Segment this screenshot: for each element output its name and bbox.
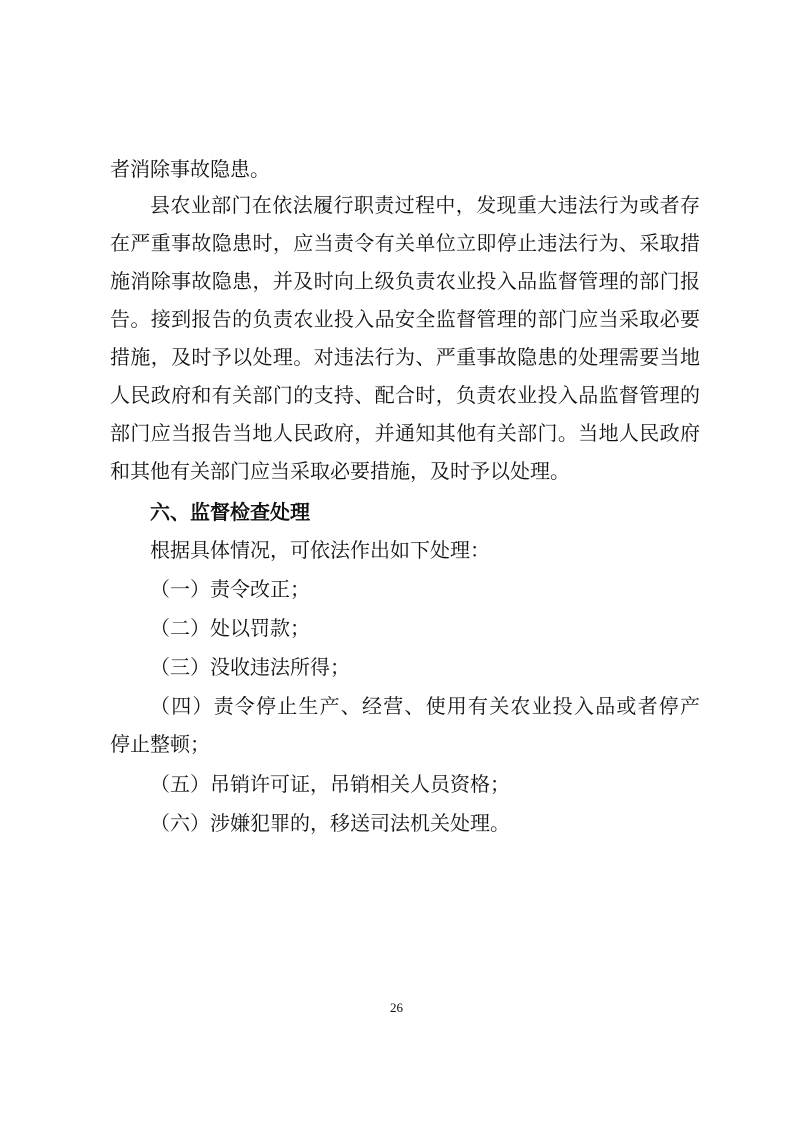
paragraph-line: 告。接到报告的负责农业投入品安全监督管理的部门应当采取必要	[110, 307, 700, 331]
list-item: （三）没收违法所得；	[150, 655, 350, 679]
list-item: （五）吊销许可证，吊销相关人员资格；	[150, 772, 510, 796]
paragraph-line: 施消除事故隐患，并及时向上级负责农业投入品监督管理的部门报	[110, 269, 700, 293]
paragraph-line: 人民政府和有关部门的支持、配合时，负责农业投入品监督管理的	[110, 383, 700, 407]
paragraph-line: 根据具体情况，可依法作出如下处理：	[150, 538, 490, 562]
paragraph-line: 措施，及时予以处理。对违法行为、严重事故隐患的处理需要当地	[110, 345, 700, 369]
paragraph-line: 和其他有关部门应当采取必要措施，及时予以处理。	[110, 459, 570, 483]
list-item: （二）处以罚款；	[150, 616, 310, 640]
list-item: （六）涉嫌犯罪的，移送司法机关处理。	[150, 811, 510, 835]
list-item: （一）责令改正；	[150, 577, 310, 601]
section-heading: 六、监督检查处理	[150, 500, 310, 524]
list-item-continuation: 停止整顿；	[110, 732, 210, 756]
paragraph-line: 部门应当报告当地人民政府，并通知其他有关部门。当地人民政府	[110, 421, 700, 445]
paragraph-line: 在严重事故隐患时，应当责令有关单位立即停止违法行为、采取措	[110, 231, 700, 255]
page-number: 26	[390, 1000, 403, 1015]
list-item: （四）责令停止生产、经营、使用有关农业投入品或者停产	[150, 694, 700, 718]
paragraph-line: 县农业部门在依法履行职责过程中，发现重大违法行为或者存	[150, 193, 700, 217]
paragraph-line: 者消除事故隐患。	[110, 157, 270, 181]
